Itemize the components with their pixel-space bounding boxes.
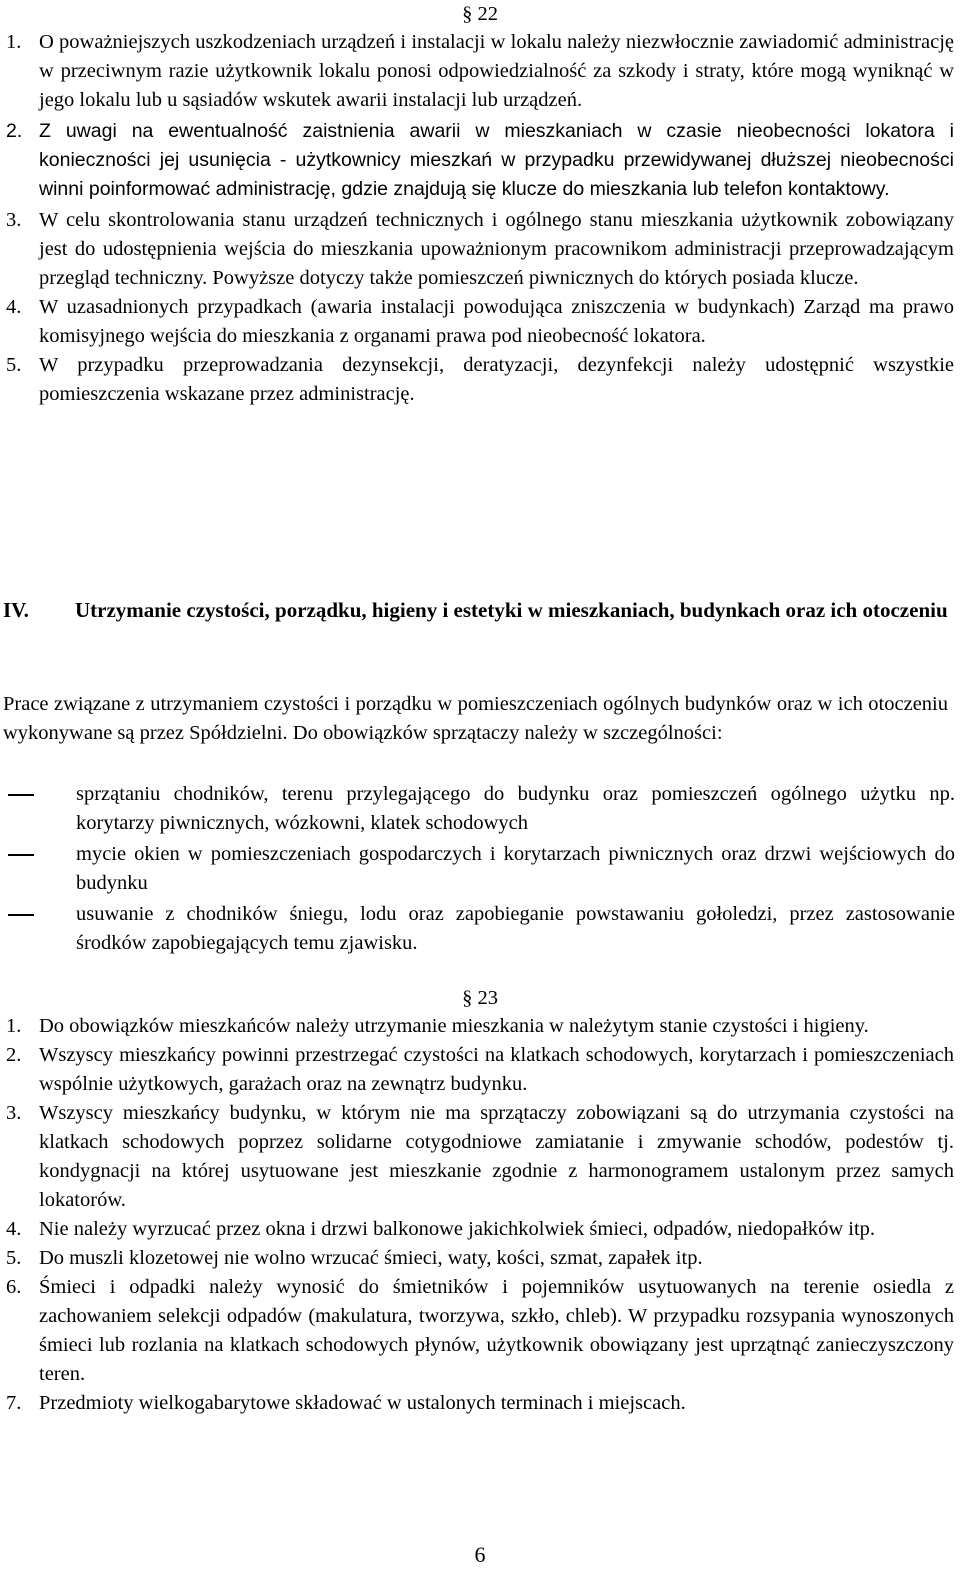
- list-item: 3. Wszyscy mieszkańcy budynku, w którym nie ma sprzątaczy zobowiązani są do utrzymania czystości na klatkach schodowych poprzez solidarne cotygodniowe zamiatanie i zmywanie schodów, podestów tj. kondygnacji na której usytuowane jest mieszkanie zgodnie z harmonogramem ustalonym przez samych lokatorów.: [6, 1102, 954, 1211]
- page-number: 6: [474, 1542, 486, 1567]
- chapter-title: Utrzymanie czystości, porządku, higieny i estetyki w mieszkaniach, budynkach oraz ich otoczeniu: [75, 598, 948, 622]
- list-item: 2. Wszyscy mieszkańcy powinni przestrzegać czystości na klatkach schodowych, korytarzach i pomieszczeniach wspólnie użytkowych, garażach oraz na zewnątrz budynku.: [6, 1044, 954, 1095]
- section-23-mark: § 23: [462, 987, 498, 1009]
- section-22-mark: § 22: [462, 3, 498, 25]
- chapter-number: IV.: [3, 598, 29, 622]
- chapter-heading: [3, 595, 948, 625]
- section-23-list: [0, 1012, 954, 1418]
- list-item: 4. W uzasadnionych przypadkach (awaria instalacji powodująca zniszczenia w budynkach) Zarząd ma prawo komisyjnego wejścia do mieszkania z organami prawa pod nieobecność lokatora.: [6, 296, 954, 347]
- intro-paragraph: Prace związane z utrzymaniem czystości i porządku w pomieszczeniach ogólnych budynków oraz w ich otoczeniu wykonywane są przez Spółdzielni. Do obowiązków sprzątaczy należy w szczególności:: [3, 693, 948, 744]
- list-item: 1. O poważniejszych uszkodzeniach urządzeń i instalacji w lokalu należy niezwłocznie zawiadomić administrację w przeciwnym razie użytkownik lokalu ponosi odpowiedzialność za szkody i straty, które mogą wyniknąć w jego lokalu lub u sąsiadów wskutek awarii instalacji lub urządzeń.: [6, 31, 954, 111]
- list-item: 7. Przedmioty wielkogabarytowe składować w ustalonych terminach i miejscach.: [6, 1392, 686, 1414]
- list-item: 2. Z uwagi na ewentualność zaistnienia awarii w mieszkaniach w czasie nieobecności lokatora i konieczności jej usunięcia - użytkownicy mieszkań w przypadku przewidywanej dłuższej nieobecności winni poinformować administrację, gdzie znajdują się klucze do mieszkania lub telefon kontaktowy.: [6, 120, 954, 200]
- list-item: sprzątaniu chodników, terenu przylegającego do budynku oraz pomieszczeń ogólnego użytku np. korytarzy piwnicznych, wózkowni, klatek schodowych: [0, 780, 955, 838]
- dash-bullet-icon: [8, 794, 34, 796]
- section-22-list: [0, 28, 954, 409]
- list-item: usuwanie z chodników śniegu, lodu oraz zapobieganie powstawaniu gołoledzi, przez zastosowanie środków zapobiegających temu zjawisku.: [0, 900, 955, 958]
- list-item: 5. Do muszli klozetowej nie wolno wrzucać śmieci, waty, kości, szmat, zapałek itp.: [6, 1247, 703, 1269]
- list-item: 6. Śmieci i odpadki należy wynosić do śmietników i pojemników usytuowanych na terenie osiedla z zachowaniem selekcji odpadów (makulatura, tworzywa, szkło, chleb). W przypadku rozsypania wynoszonych śmieci lub rozlania na klatkach schodowych płynów, użytkownik obowiązany jest uprzątnąć zanieczyszczony teren.: [6, 1276, 954, 1385]
- list-item: mycie okien w pomieszczeniach gospodarczych i korytarzach piwnicznych oraz drzwi wejściowych do budynku: [0, 840, 955, 898]
- list-item: 5. W przypadku przeprowadzania dezynsekcji, deratyzacji, dezynfekcji należy udostępnić wszystkie pomieszczenia wskazane przez administrację.: [6, 354, 954, 405]
- list-item: 4. Nie należy wyrzucać przez okna i drzwi balkonowe jakichkolwiek śmieci, odpadów, niedopałków itp.: [6, 1218, 876, 1240]
- list-item: 1. Do obowiązków mieszkańców należy utrzymanie mieszkania w należytym stanie czystości i higieny.: [6, 1015, 869, 1037]
- duties-list: [0, 780, 955, 960]
- dash-bullet-icon: [8, 854, 34, 856]
- list-item: 3. W celu skontrolowania stanu urządzeń technicznych i ogólnego stanu mieszkania użytkownik zobowiązany jest do udostępnienia wejścia do mieszkania upoważnionym pracownikom administracji przeprowadzającym przegląd techniczny. Powyższe dotyczy także pomieszczeń piwnicznych do których posiada klucze.: [6, 209, 954, 289]
- dash-bullet-icon: [8, 914, 34, 916]
